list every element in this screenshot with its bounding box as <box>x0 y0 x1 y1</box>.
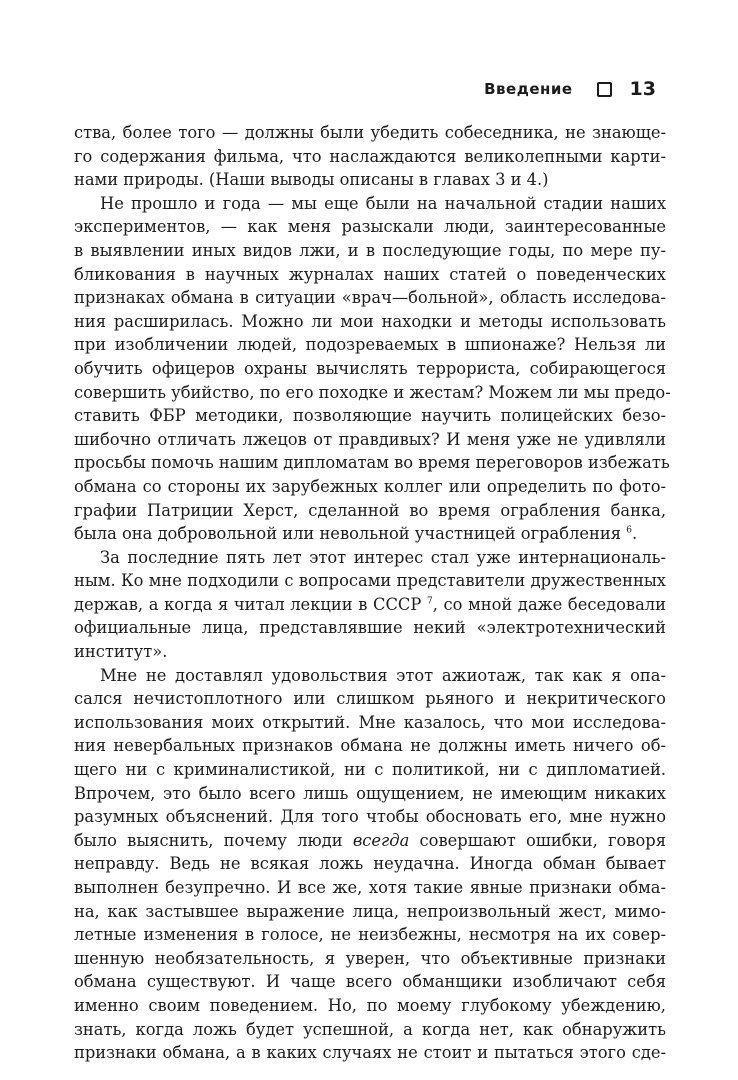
section-title: Введение <box>484 80 573 98</box>
text-line: го содержания фильма, что наслаждаются великолепными карти- <box>74 146 666 166</box>
text-line: держав, а когда я читал лекции в СССР $^7$, со мной даже беседовали <box>74 594 666 614</box>
text-line: графии Патриции Херст, сделанной во время ограбления банка, <box>74 500 666 520</box>
text-line: совершить убийство, по его походке и жестам? Можем ли мы предо- <box>74 382 671 402</box>
text-line: просьбы помочь нашим дипломатам во время переговоров избежать <box>74 453 670 473</box>
text-line: на, как застывшее выражение лица, непроизвольный жест, мимо- <box>74 901 666 921</box>
text-line: ставить ФБР методики, позволяющие научить полицейских безо- <box>74 406 666 426</box>
footnote-marker[interactable]: 6 <box>626 525 632 536</box>
text-line: разумных объяснений. Для того чтобы обосновать его, мне нужно <box>74 807 666 827</box>
text-line: в выявлении иных видов лжи, и в последующие годы, по мере пу- <box>74 240 666 260</box>
text-line: летные изменения в голосе, не неизбежны, несмотря на их совер- <box>74 925 666 945</box>
text-line: неправду. Ведь не всякая ложь неудачна. Иногда обман бывает <box>74 854 666 874</box>
body-text <box>74 121 671 1065</box>
text-line: обучить офицеров охраны вычислять террориста, собирающегося <box>74 358 666 378</box>
text-line: Впрочем, это было всего лишь ощущением, не имеющим никаких <box>74 783 666 803</box>
text-line: признаках обмана в ситуации «врач—больной», область исследова- <box>74 288 666 308</box>
running-head <box>484 78 656 100</box>
text-line: шибочно отличать лжецов от правдивых? И меня уже не удивляли <box>74 429 666 449</box>
text-line: бликования в научных журналах наших статей о поведенческих <box>74 264 666 284</box>
text-line: нами природы. (Наши выводы описаны в главах 3 и 4.) <box>74 170 549 190</box>
text-line: обмана существуют. И чаще всего обманщики изобличают себя <box>74 972 666 992</box>
text-line: институт». <box>74 642 168 662</box>
text-line: сался нечистоплотного или слишком рьяного и некритического <box>74 689 666 709</box>
text-line: За последние пять лет этот интерес стал уже интернациональ- <box>100 547 666 567</box>
text-line: ния расширилась. Можно ли мои находки и методы использовать <box>74 311 666 331</box>
text-line: выполнен безупречно. И все же, хотя такие явные признаки обма- <box>74 878 666 897</box>
text-line: ства, более того — должны были убедить собеседника, не знающе- <box>74 123 666 142</box>
text-line: официальные лица, представлявшие некий «электротехнический <box>74 618 666 638</box>
checkbox-square-icon <box>597 82 612 97</box>
text-line: Мне не доставлял удовольствия этот ажиотаж, так как я опа- <box>100 665 666 685</box>
emphasis-text: всегда <box>352 830 410 850</box>
text-line: Не прошло и года — мы еще были на начальной стадии наших <box>100 193 666 213</box>
text-line: шенную необязательность, я уверен, что объективные признаки <box>74 948 666 968</box>
text-line: обмана со стороны их зарубежных коллег или определить по фото- <box>74 476 666 496</box>
text-line: именно своим поведением. Но, по моему глубокому убеждению, <box>74 995 666 1015</box>
text-line: использования моих открытий. Мне казалось, что мои исследова- <box>74 712 666 732</box>
text-line: при изобличении людей, подозреваемых в шпионаже? Нельзя ли <box>74 335 666 355</box>
text-line: была она добровольной или невольной участницей ограбления $^6$. <box>74 524 638 544</box>
text-line: ния невербальных признаков обмана не должны иметь ничего об- <box>74 736 666 756</box>
text-line: знать, когда ложь будет успешной, а когда нет, как обнаружить <box>74 1019 666 1039</box>
page-number: 13 <box>629 78 656 100</box>
text-line: щего ни с криминалистикой, ни с политикой, ни с дипломатией. <box>74 760 666 780</box>
text-line: признаки обмана, а в каких случаях не стоит и пытаться этого сде- <box>74 1043 666 1063</box>
footnote-marker[interactable]: 7 <box>426 596 433 607</box>
text-line: ным. Ко мне подходили с вопросами представители дружественных <box>74 571 666 591</box>
text-line: экспериментов, — как меня разыскали люди, заинтересованные <box>74 217 666 237</box>
text-line: было выяснить, почему люди всегда совершают ошибки, говоря <box>74 830 666 850</box>
